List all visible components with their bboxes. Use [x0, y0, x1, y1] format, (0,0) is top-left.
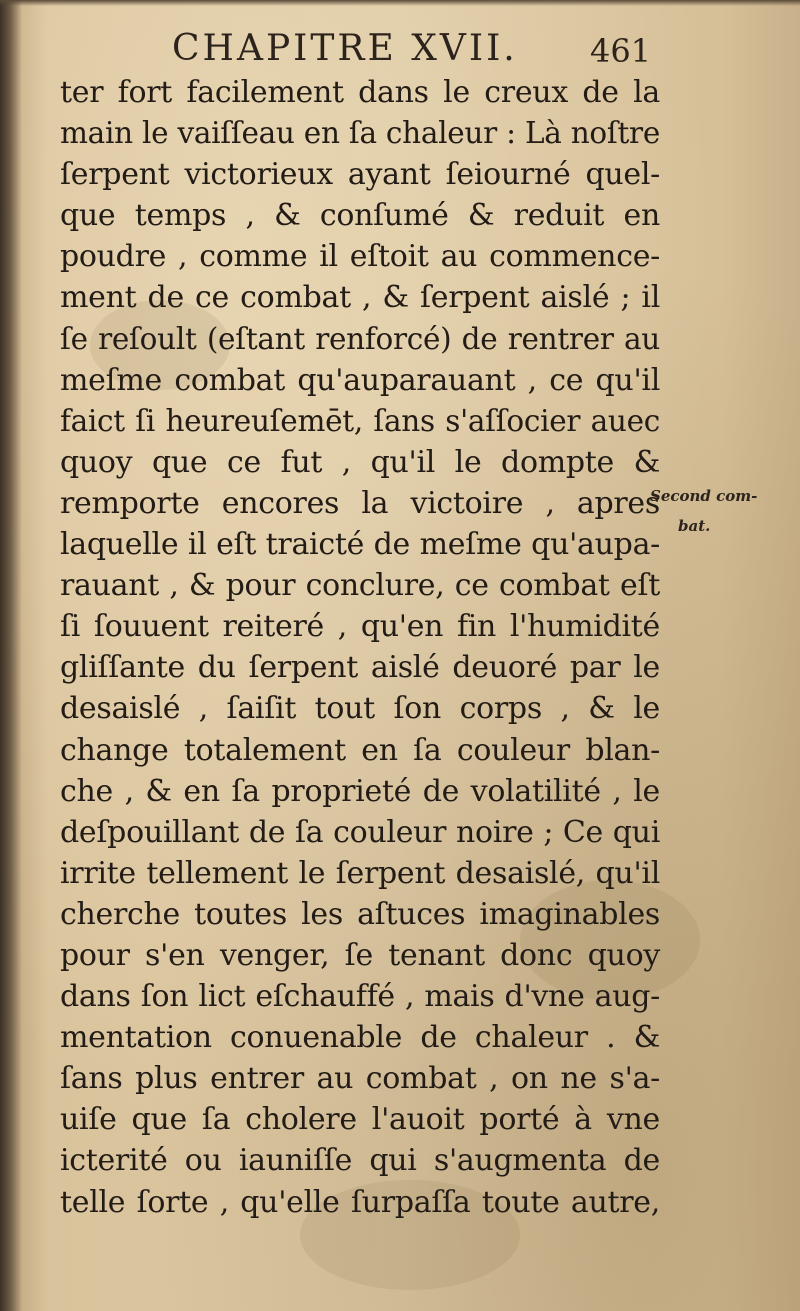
text-line: ſerpent victorieux ayant ſeiourné quel- — [60, 157, 660, 193]
text-line: quoy que ce fut , qu'il le dompte & — [60, 444, 660, 480]
text-line: desaislé , ſaiſit tout ſon corps , & le — [60, 691, 660, 727]
body-text — [60, 72, 660, 1223]
text-line: change totalement en ſa couleur blan- — [60, 732, 660, 768]
page-header — [0, 22, 800, 72]
text-line: pour s'en venger, ſe tenant donc quoy — [60, 937, 660, 973]
book-gutter-shadow — [0, 0, 22, 1311]
page-number: 461 — [590, 32, 652, 70]
text-line: que temps , & conſumé & reduit en — [60, 198, 660, 234]
text-line: faict ſi heureuſemēt, ſans s'aſſocier auec — [60, 403, 660, 438]
text-line: uiſe que ſa cholere l'auoit porté à vne — [60, 1102, 660, 1138]
text-line: telle ſorte , qu'elle ſurpaſſa toute autre, — [60, 1184, 660, 1220]
text-line: ſi ſouuent reiteré , qu'en fin l'humidité — [60, 609, 660, 645]
text-line: ter fort facilement dans le creux de la — [60, 75, 660, 110]
text-line: meſme combat qu'auparauant , ce qu'il — [60, 362, 660, 398]
text-line: remporte encores la victoire , apres — [60, 485, 660, 521]
text-line: deſpouillant de ſa couleur noire ; Ce qui — [60, 814, 660, 850]
text-line: cherche toutes les aſtuces imaginables — [60, 896, 660, 932]
text-line: ſans plus entrer au combat , on ne s'a- — [60, 1061, 660, 1097]
running-head: CHAPITRE XVII. — [172, 28, 518, 69]
page-top-edge — [0, 0, 800, 6]
text-line: laquelle il eſt traicté de meſme qu'aupa- — [60, 527, 660, 563]
text-line: rauant , & pour conclure, ce combat eſt — [60, 568, 660, 604]
margin-note-line-1: Second com- — [650, 487, 758, 505]
text-line: main le vaiſſeau en ſa chaleur : Là noſtre — [60, 116, 660, 151]
margin-note-line-2: bat. — [678, 517, 711, 535]
text-line: ment de ce combat , & ſerpent aislé ; il — [60, 280, 660, 316]
text-line: poudre , comme il eſtoit au commence- — [60, 239, 660, 275]
text-line: irrite tellement le ſerpent desaislé, qu'il — [60, 855, 660, 891]
text-line: che , & en ſa proprieté de volatilité , le — [60, 773, 660, 809]
text-line: ſe reſoult (eſtant renforcé) de rentrer au — [60, 321, 660, 356]
text-line: gliſſante du ſerpent aislé deuoré par le — [60, 650, 660, 686]
text-line: dans ſon lict eſchauffé , mais d'vne aug- — [60, 979, 660, 1015]
text-line: mentation conuenable de chaleur . & — [60, 1020, 660, 1056]
text-line: icterité ou iauniſſe qui s'augmenta de — [60, 1143, 660, 1179]
